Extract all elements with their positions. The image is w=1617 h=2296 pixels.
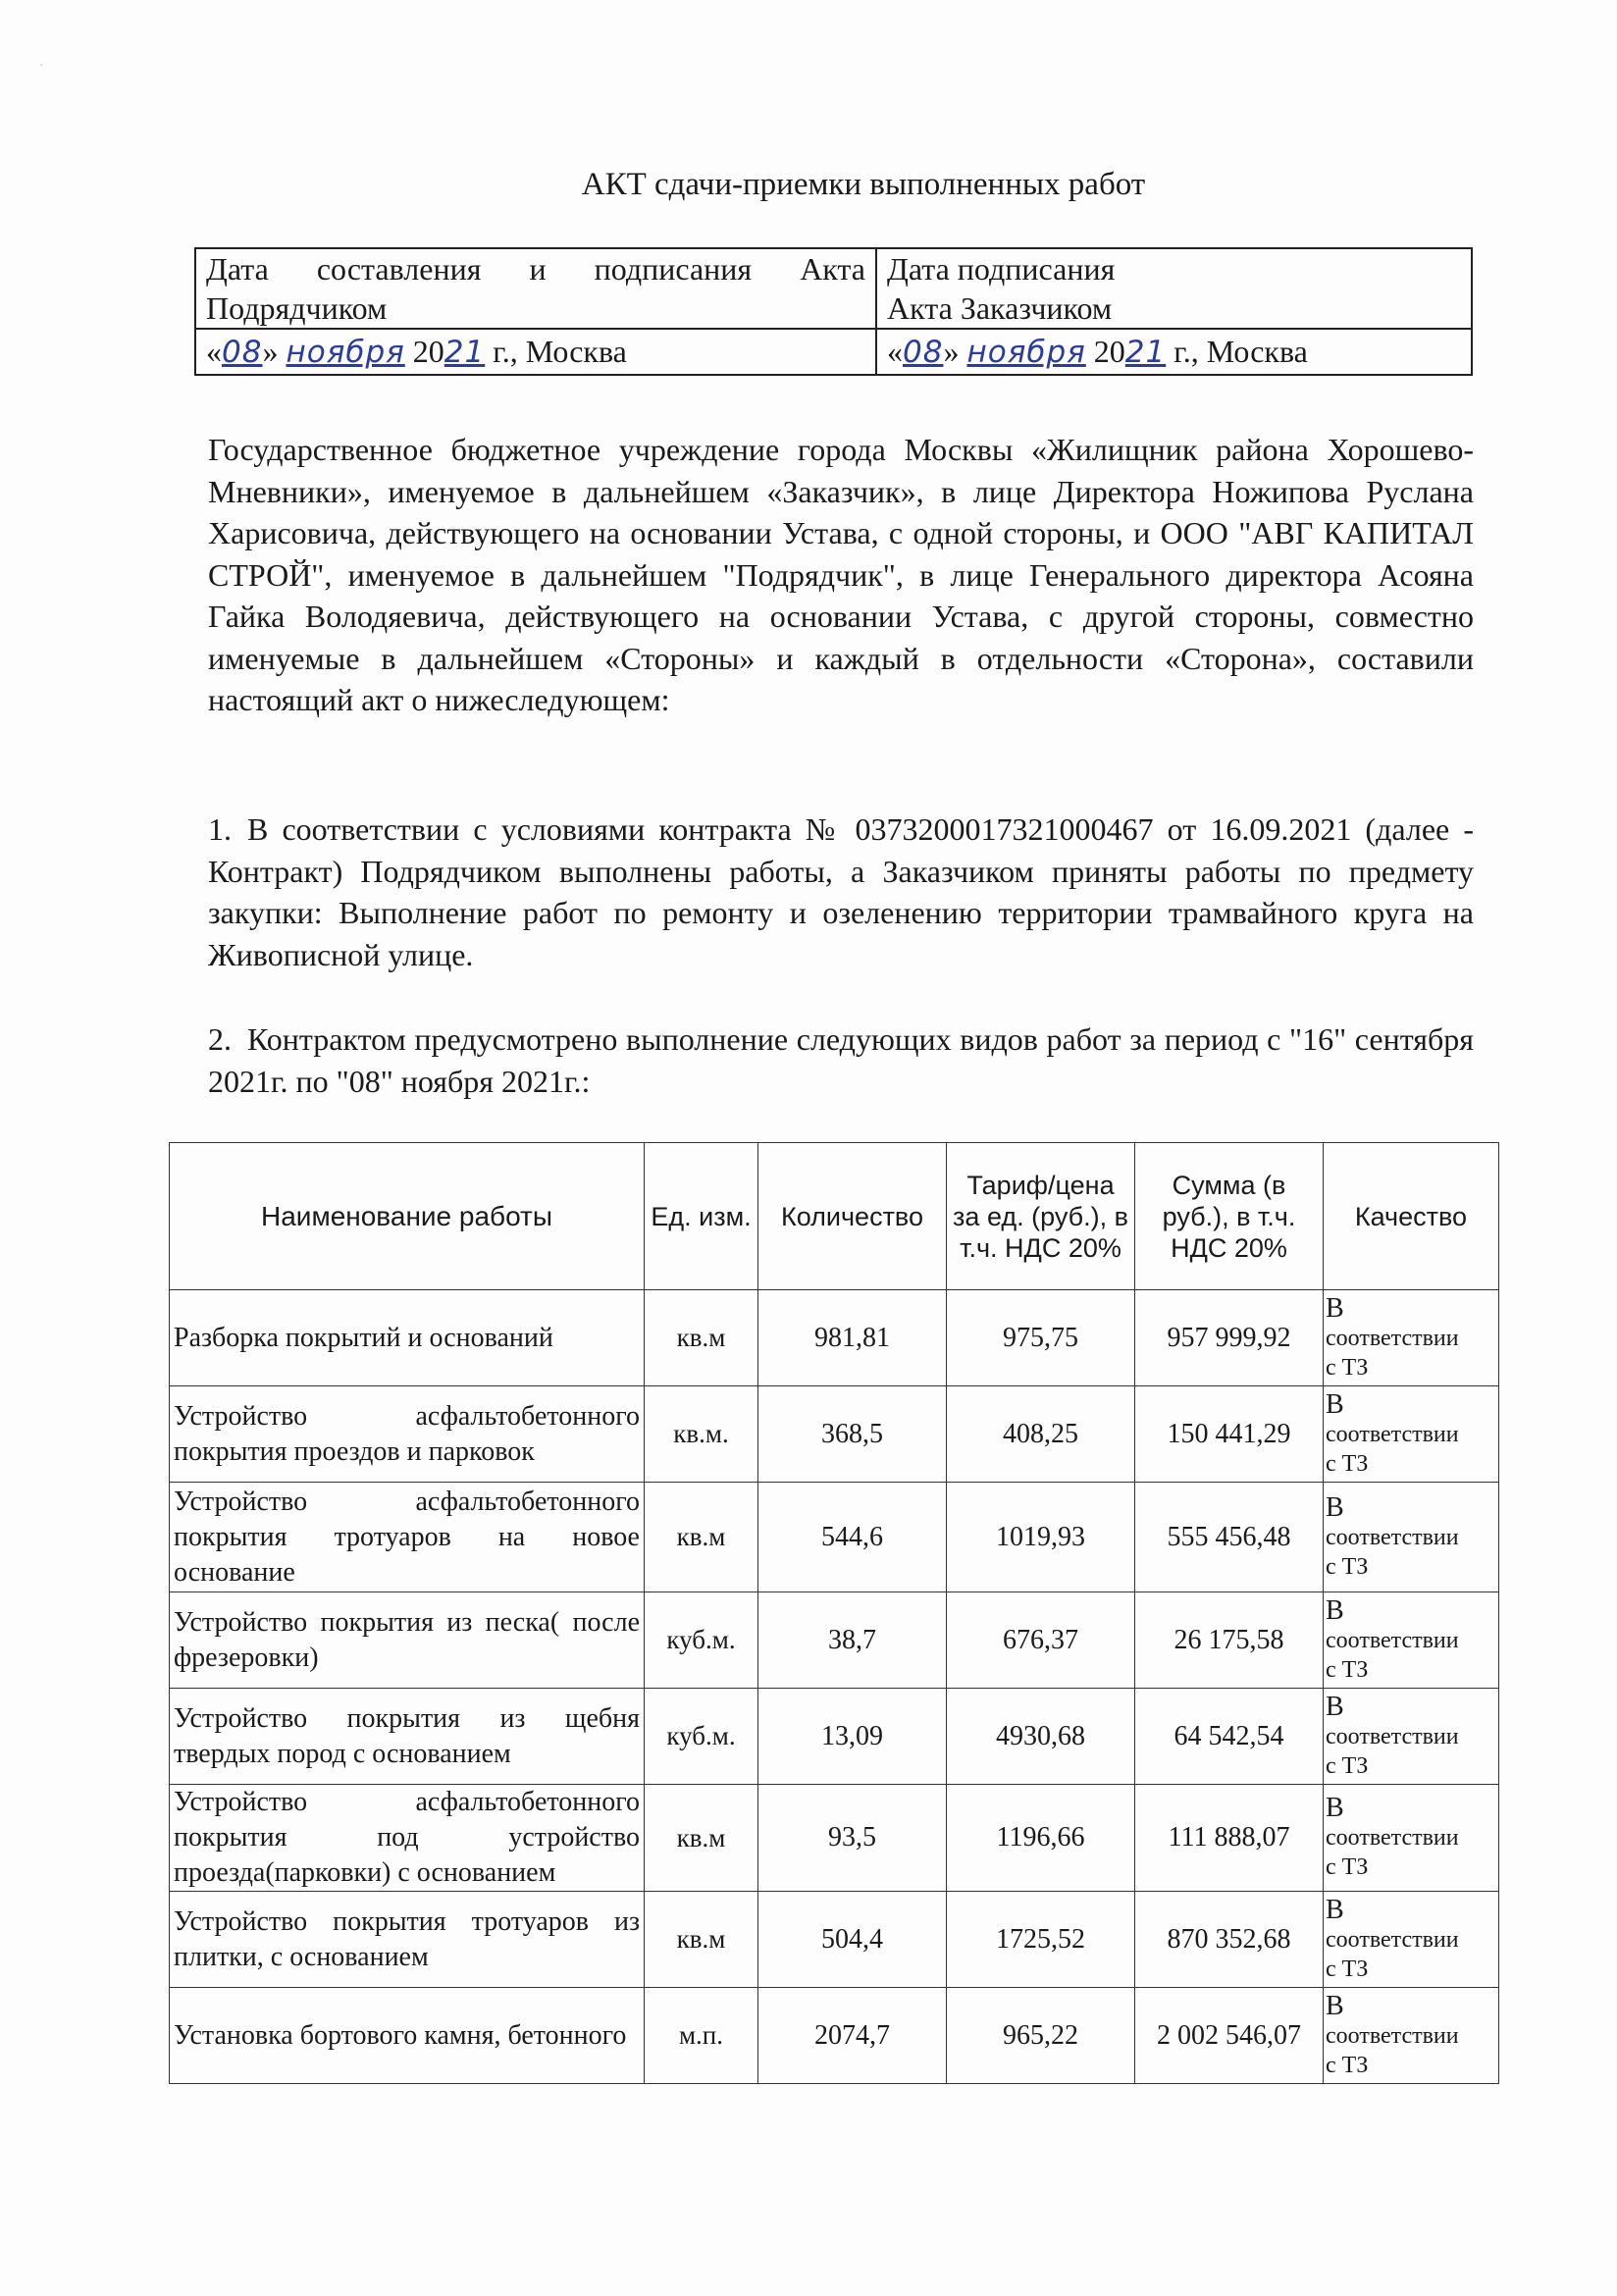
table-row — [170, 1689, 1499, 1785]
cell-quality — [1324, 1892, 1499, 1988]
table-row — [170, 1988, 1499, 2084]
clause-2-number: 2. — [208, 1021, 232, 1057]
cell-qty: 38,7 — [758, 1592, 947, 1689]
quality-line: с ТЗ — [1326, 1354, 1369, 1381]
cell-price: 676,37 — [947, 1592, 1135, 1689]
cell-qty: 981,81 — [758, 1290, 947, 1386]
cell-sum: 150 441,29 — [1135, 1386, 1324, 1483]
cell-price: 4930,68 — [947, 1689, 1135, 1785]
handwritten-month: ноября — [966, 335, 1086, 370]
cell-unit: кв.м — [645, 1290, 758, 1386]
clause-1 — [208, 809, 1474, 975]
cell-name: Устройство асфальтобетонного покрытия проездов и парковок — [170, 1386, 645, 1483]
header-price: Тариф/цена за ед. (руб.), в т.ч. НДС 20% — [947, 1143, 1135, 1290]
cell-unit: кв.м — [645, 1892, 758, 1988]
handwritten-month: ноября — [286, 335, 405, 370]
quality-line: с ТЗ — [1326, 2052, 1369, 2078]
cell-qty: 2074,7 — [758, 1988, 947, 2084]
contractor-date — [195, 329, 876, 375]
quality-line: В — [1326, 1691, 1344, 1722]
cell-qty: 368,5 — [758, 1386, 947, 1483]
quote-open: « — [887, 334, 903, 369]
customer-date — [876, 329, 1472, 375]
works-table — [169, 1142, 1499, 2084]
quality-line: с ТЗ — [1326, 1553, 1369, 1580]
cell-sum: 2 002 546,07 — [1135, 1988, 1324, 2084]
quality-line: В — [1326, 1388, 1344, 1420]
dates-table — [194, 247, 1473, 376]
cell-unit: куб.м. — [645, 1592, 758, 1689]
cell-name: Устройство асфальтобетонного покрытия тротуаров на новое основание — [170, 1483, 645, 1592]
year-prefix: 20 — [412, 334, 444, 369]
customer-date-header — [876, 248, 1472, 329]
quality-line: соответствии — [1326, 2022, 1459, 2049]
cell-quality — [1324, 1483, 1499, 1592]
contractor-date-header: Дата составления и подписания Акта Подрядчиком — [195, 248, 876, 329]
quality-line: с ТЗ — [1326, 1450, 1369, 1477]
cell-sum: 64 542,54 — [1135, 1689, 1324, 1785]
quality-line: В — [1326, 1594, 1344, 1626]
cell-unit: кв.м. — [645, 1386, 758, 1483]
cell-name: Разборка покрытий и оснований — [170, 1290, 645, 1386]
quote-open: « — [206, 334, 222, 369]
year-prefix: 20 — [1093, 334, 1125, 369]
quality-line: соответствии — [1326, 1723, 1459, 1749]
cell-name: Устройство асфальтобетонного покрытия под устройство проезда(парковки) с основанием — [170, 1785, 645, 1892]
table-row — [170, 1290, 1499, 1386]
cell-sum: 111 888,07 — [1135, 1785, 1324, 1892]
header-name: Наименование работы — [170, 1143, 645, 1290]
handwritten-year: 21 — [1124, 335, 1167, 370]
cell-price: 1196,66 — [947, 1785, 1135, 1892]
quality-line: В — [1326, 1793, 1344, 1823]
table-row — [170, 1386, 1499, 1483]
cell-name: Устройство покрытия из щебня твердых пород с основанием — [170, 1689, 645, 1785]
cell-qty: 504,4 — [758, 1892, 947, 1988]
scan-mark: · — [39, 59, 44, 74]
cell-sum: 26 175,58 — [1135, 1592, 1324, 1689]
quality-line: соответствии — [1326, 1825, 1459, 1851]
cell-sum: 957 999,92 — [1135, 1290, 1324, 1386]
cell-price: 965,22 — [947, 1988, 1135, 2084]
quality-line: соответствии — [1326, 1421, 1459, 1447]
cell-quality — [1324, 1988, 1499, 2084]
cell-quality — [1324, 1592, 1499, 1689]
clause-1-number: 1. — [208, 811, 232, 847]
quote-close: » — [943, 334, 960, 369]
header-sum: Сумма (в руб.), в т.ч. НДС 20% — [1135, 1143, 1324, 1290]
cell-qty: 93,5 — [758, 1785, 947, 1892]
header-unit: Ед. изм. — [645, 1143, 758, 1290]
quality-line: В — [1326, 1292, 1344, 1324]
date-city: г., Москва — [485, 334, 627, 369]
cell-unit: кв.м — [645, 1785, 758, 1892]
quote-close: » — [262, 334, 279, 369]
cell-sum: 555 456,48 — [1135, 1483, 1324, 1592]
quality-line: соответствии — [1326, 1325, 1459, 1351]
quality-line: с ТЗ — [1326, 1752, 1369, 1779]
cell-price: 1725,52 — [947, 1892, 1135, 1988]
table-row — [170, 1483, 1499, 1592]
cell-quality — [1324, 1785, 1499, 1892]
quality-line: соответствии — [1326, 1524, 1459, 1550]
table-row — [170, 1785, 1499, 1892]
quality-line: с ТЗ — [1326, 1854, 1369, 1880]
cell-qty: 544,6 — [758, 1483, 947, 1592]
cell-unit: куб.м. — [645, 1689, 758, 1785]
cell-price: 1019,93 — [947, 1483, 1135, 1592]
cell-unit: м.п. — [645, 1988, 758, 2084]
page-title: АКТ сдачи-приемки выполненных работ — [581, 167, 1146, 202]
table-row — [170, 1592, 1499, 1689]
handwritten-year: 21 — [443, 335, 486, 370]
cell-unit: кв.м — [645, 1483, 758, 1592]
cell-name: Устройство покрытия тротуаров из плитки, с основанием — [170, 1892, 645, 1988]
header-qty: Количество — [758, 1143, 947, 1290]
customer-date-header-line1: Дата подписания — [887, 251, 1116, 287]
cell-quality — [1324, 1386, 1499, 1483]
quality-line: соответствии — [1326, 1926, 1459, 1953]
table-row — [170, 1892, 1499, 1988]
customer-date-header-line2: Акта Заказчиком — [887, 290, 1113, 326]
date-city: г., Москва — [1166, 334, 1308, 369]
quality-line: В — [1326, 1894, 1344, 1925]
cell-sum: 870 352,68 — [1135, 1892, 1324, 1988]
clause-2-text: Контрактом предусмотрено выполнение следующих видов работ за период с "16" сентября 2021г. по "08" ноября 2021г.: — [208, 1021, 1474, 1099]
cell-qty: 13,09 — [758, 1689, 947, 1785]
header-quality: Качество — [1324, 1143, 1499, 1290]
cell-name: Устройство покрытия из песка( после фрезеровки) — [170, 1592, 645, 1689]
handwritten-day: 08 — [903, 335, 944, 370]
quality-line: В — [1326, 1491, 1344, 1523]
cell-name: Установка бортового камня, бетонного — [170, 1988, 645, 2084]
cell-quality — [1324, 1290, 1499, 1386]
handwritten-day: 08 — [222, 335, 263, 370]
cell-quality — [1324, 1689, 1499, 1785]
clause-1-text: В соответствии с условиями контракта № 0373200017321000467 от 16.09.2021 (далее - Контракт) Подрядчиком выполнены работы, а Заказчиком приняты работы по предмету закупки: Выполнение работ по ремонту и озеленению территории трамвайного круга на Живописной улице. — [208, 811, 1474, 972]
quality-line: с ТЗ — [1326, 1956, 1369, 1982]
cell-price: 408,25 — [947, 1386, 1135, 1483]
clause-2 — [208, 1018, 1474, 1102]
intro-paragraph: Государственное бюджетное учреждение города Москвы «Жилищник района Хорошево-Мневники», именуемое в дальнейшем «Заказчик», в лице Директора Ножипова Руслана Харисовича, действующего на основании Устава, с одной стороны, и ООО "АВГ КАПИТАЛ СТРОЙ", именуемое в дальнейшем "Подрядчик", в лице Генерального директора Асояна Гайка Володяевича, действующего на основании Устава, с другой стороны, совместно именуемые в дальнейшем «Стороны» и каждый в отдельности «Сторона», составили настоящий акт о нижеследующем: — [208, 432, 1474, 717]
cell-price: 975,75 — [947, 1290, 1135, 1386]
quality-line: с ТЗ — [1326, 1656, 1369, 1683]
quality-line: В — [1326, 1990, 1344, 2021]
quality-line: соответствии — [1326, 1627, 1459, 1653]
